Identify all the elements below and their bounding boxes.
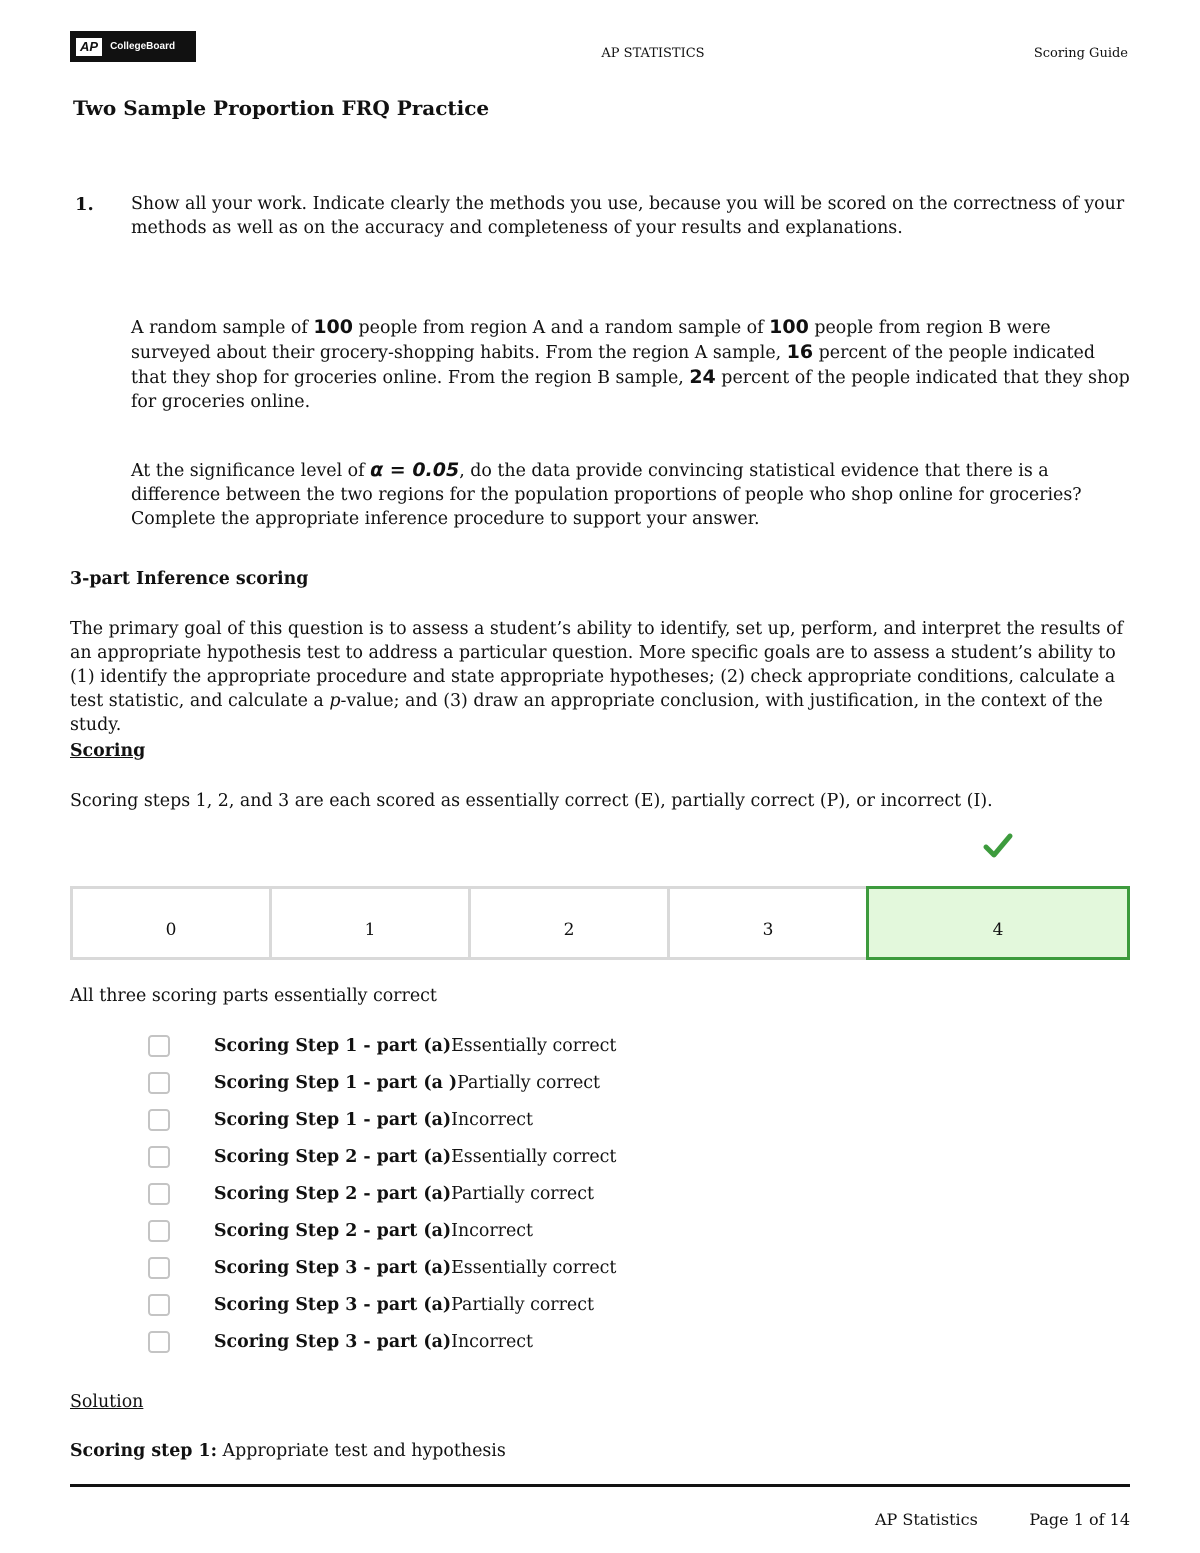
question-prompt (131, 458, 1131, 531)
scoring-heading: Scoring (70, 741, 146, 761)
sample-size-b: 100 (769, 316, 809, 338)
step-label: Scoring Step 2 - part (a) (214, 1147, 452, 1167)
checkbox[interactable] (148, 1072, 170, 1094)
scoring-step-item[interactable] (148, 1220, 533, 1242)
scoring-step-item[interactable] (148, 1146, 616, 1168)
scoring-step-item[interactable] (148, 1035, 616, 1057)
step-label: Scoring Step 1 - part (a) (214, 1036, 452, 1056)
step-label: Scoring Step 2 - part (a) (214, 1184, 452, 1204)
scoring-step-item[interactable] (148, 1109, 533, 1131)
step-rating: Essentially correct (451, 1258, 617, 1278)
inference-description (70, 617, 1132, 737)
checkbox[interactable] (148, 1257, 170, 1279)
step-rating: Partially correct (451, 1295, 594, 1315)
checkbox[interactable] (148, 1294, 170, 1316)
solution-step-1-text: Appropriate test and hypothesis (217, 1441, 506, 1461)
scenario-text: percent of the people indicated that they shop for groceries online. (131, 368, 1130, 412)
scoring-step-item[interactable] (148, 1183, 594, 1205)
selected-score-description: All three scoring parts essentially correct (70, 986, 437, 1006)
step-rating: Partially correct (457, 1073, 600, 1093)
percent-b: 24 (689, 366, 716, 388)
step-label: Scoring Step 3 - part (a) (214, 1332, 452, 1352)
scoring-step-item[interactable] (148, 1331, 533, 1353)
score-option-4-selected[interactable]: 4 (866, 886, 1130, 960)
checkbox[interactable] (148, 1109, 170, 1131)
step-rating: Incorrect (451, 1332, 534, 1352)
score-option-1[interactable]: 1 (269, 886, 471, 960)
checkbox[interactable] (148, 1035, 170, 1057)
scoring-description: Scoring steps 1, 2, and 3 are each scored as essentially correct (E), partially correct (P), or incorrect (I). (70, 791, 993, 811)
step-rating: Incorrect (451, 1110, 534, 1130)
scenario-text: people from region B were surveyed about their grocery-shopping habits. From the region A sample, (131, 318, 1051, 363)
inference-heading: 3-part Inference scoring (70, 569, 309, 589)
step-label: Scoring Step 2 - part (a) (214, 1221, 452, 1241)
solution-label: Solution (70, 1392, 144, 1412)
percent-a: 16 (786, 341, 814, 363)
step-label: Scoring Step 1 - part (a) (214, 1110, 452, 1130)
step-label: Scoring Step 3 - part (a) (214, 1258, 452, 1278)
scenario-text: people from region A and a random sample of (353, 318, 770, 338)
score-selector (70, 886, 1130, 960)
question-scenario (131, 315, 1131, 414)
step-label: Scoring Step 1 - part (a ) (214, 1073, 458, 1093)
ap-logo-mark: AP (76, 38, 102, 56)
checkbox[interactable] (148, 1183, 170, 1205)
footer-divider (70, 1484, 1130, 1487)
checkmark-icon (983, 832, 1013, 860)
header-course-title: AP STATISTICS (601, 46, 705, 61)
scoring-step-item[interactable] (148, 1072, 600, 1094)
footer-page-number: Page 1 of 14 (1029, 1510, 1130, 1529)
footer-course: AP Statistics (875, 1510, 978, 1529)
prompt-text: , do the data provide convincing statistical evidence that there is a difference between the two regions for the population proportions of people who shop online for groceries? Complete the appropriate inference procedure to support your answer. (131, 461, 1082, 529)
question-instructions: Show all your work. Indicate clearly the methods you use, because you will be scored on the correctness of your methods as well as on the accuracy and completeness of your results and explanations. (131, 194, 1125, 238)
checkbox[interactable] (148, 1146, 170, 1168)
solution-step-1-label: Scoring step 1: (70, 1441, 217, 1461)
header-scoring-guide-label: Scoring Guide (1033, 46, 1128, 61)
score-option-0[interactable]: 0 (70, 886, 272, 960)
inference-text: The primary goal of this question is to assess a student’s ability to identify, set up, perform, and interpret the results of an appropriate hypothesis test to address a particular question. More specific goals are to assess a student’s ability to (1) identify the appropriate procedure and state appropriate hypotheses; (2) check appropriate conditions, calculate a test statistic, and calculate a (70, 619, 1124, 711)
significance-level: α = 0.05 (370, 459, 460, 481)
p-value-letter: p (329, 691, 341, 711)
score-option-3[interactable]: 3 (667, 886, 869, 960)
scenario-text: percent of the people indicated that they shop for groceries online. From the region B sample, (131, 343, 1095, 388)
score-option-2[interactable]: 2 (468, 886, 670, 960)
inference-text: -value; and (3) draw an appropriate conclusion, with justification, in the context of the study. (70, 691, 1103, 735)
checkbox[interactable] (148, 1331, 170, 1353)
sample-size-a: 100 (313, 316, 353, 338)
scenario-text: A random sample of (131, 318, 314, 338)
scoring-step-item[interactable] (148, 1257, 616, 1279)
collegeboard-logo-text: CollegeBoard (110, 41, 176, 52)
step-rating: Partially correct (451, 1184, 594, 1204)
step-rating: Essentially correct (451, 1147, 617, 1167)
question-number: 1. (75, 194, 94, 215)
step-label: Scoring Step 3 - part (a) (214, 1295, 452, 1315)
prompt-text: At the significance level of (131, 461, 371, 481)
solution-step-1 (70, 1439, 1132, 1463)
step-rating: Essentially correct (451, 1036, 617, 1056)
step-rating: Incorrect (451, 1221, 534, 1241)
page-title: Two Sample Proportion FRQ Practice (73, 96, 490, 120)
checkbox[interactable] (148, 1220, 170, 1242)
scoring-step-item[interactable] (148, 1294, 594, 1316)
